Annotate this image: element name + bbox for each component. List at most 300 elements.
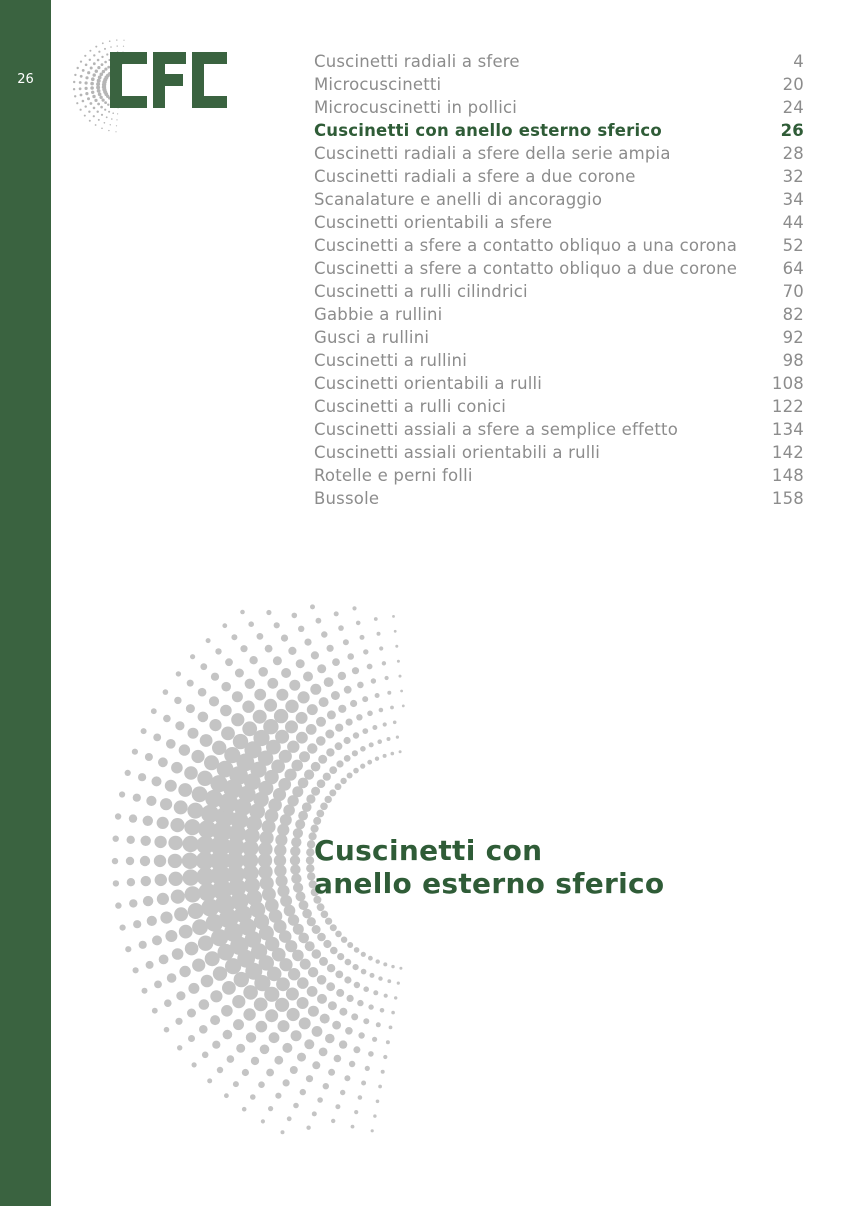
decor-dot [196,852,214,870]
toc-entry[interactable] [314,280,804,303]
decor-dot [376,1022,381,1027]
decor-dot [185,886,201,902]
toc-entry[interactable] [314,303,804,326]
decor-dot [310,604,315,609]
decor-dot [297,977,309,989]
decor-dot [368,956,373,961]
decor-dot [375,757,379,761]
toc-entry[interactable] [314,395,804,418]
decor-dot [320,1014,330,1024]
decor-dot [400,690,403,693]
decor-dot [372,725,377,730]
toc-entry[interactable] [314,441,804,464]
decor-dot [354,947,360,953]
decor-dot [183,869,199,885]
decor-dot [295,819,305,829]
toc-entry[interactable] [314,211,804,234]
decor-dot [299,1017,311,1029]
decor-dot [311,762,321,772]
logo-dot [108,130,109,131]
decor-dot [154,855,166,867]
decor-dot [336,760,343,767]
decor-dot [198,820,216,838]
decor-dot [190,654,195,659]
decor-dot [233,1081,239,1087]
logo-dot [91,77,95,81]
toc-entry-title: Cuscinetti assiali orientabili a rulli [314,443,601,462]
decor-dot [268,1106,273,1111]
decor-dot [278,1020,290,1032]
decor-dot [339,1040,347,1048]
decor-dot [175,721,184,730]
toc-entry-title: Cuscinetti radiali a sfere della serie ampia [314,144,671,163]
logo-dot [97,79,101,83]
decor-dot [291,760,303,772]
logo-dot [85,92,88,95]
decor-dot [218,944,235,961]
logo-dot [116,39,117,40]
logo-dot [102,70,105,73]
decor-dot [232,995,245,1008]
decor-dot [146,961,154,969]
decor-dot [386,1040,390,1044]
decor-dot [395,645,398,648]
decor-dot [240,610,245,615]
decor-dot [265,645,273,653]
decor-dot [352,667,359,674]
decor-dot [198,712,209,723]
decor-dot [275,834,287,846]
decor-dot [176,671,181,676]
decor-dot [327,964,335,972]
toc-entry[interactable] [314,142,804,165]
decor-dot [304,1039,314,1049]
decor-dot [363,986,369,992]
logo-dot [85,76,88,79]
decor-dot [182,836,198,852]
logo-dot [73,81,75,83]
toc-entry[interactable] [314,165,804,188]
decor-dot [308,967,318,977]
decor-dot [235,669,244,678]
decor-dot [129,814,137,822]
decor-dot [325,1034,335,1044]
decor-dot [399,750,402,753]
logo-dot [110,124,111,125]
decor-dot [339,1008,347,1016]
toc-entry[interactable] [314,119,804,142]
logo-dot [98,51,100,53]
logo-dot [106,53,108,55]
logo-dot [108,111,110,113]
decor-dot [360,746,366,752]
decor-dot [115,813,121,819]
decor-dot [210,990,222,1002]
decor-dot [275,1093,281,1099]
decor-dot [371,678,376,683]
decor-dot [373,990,378,995]
decor-dot [393,721,397,725]
decor-dot [319,957,328,966]
logo-dot [82,69,85,72]
decor-dot [353,732,359,738]
decor-dot [167,973,177,983]
decor-dot [317,664,326,673]
decor-dot [217,1067,223,1073]
logo-dot [111,118,113,120]
decor-dot [186,704,195,713]
logo-dot [93,54,95,56]
toc-entry[interactable] [314,464,804,487]
decor-dot [172,948,184,960]
logo-dot [89,50,91,52]
toc-entry[interactable] [314,418,804,441]
decor-dot [332,1021,341,1030]
decor-dot [331,1119,335,1123]
decor-dot [300,1089,306,1095]
decor-dot [316,618,322,624]
decor-dot [377,632,381,636]
decor-dot [277,885,289,897]
decor-dot [335,971,343,979]
decor-dot [347,942,353,948]
decor-dot [159,955,169,965]
decor-dot [264,699,277,712]
decor-dot [335,724,343,732]
decor-dot [113,836,119,842]
decor-dot [248,621,254,627]
logo-dot [79,87,82,90]
toc-entry[interactable] [314,96,804,119]
decor-dot [385,676,389,680]
decor-dot [211,673,219,681]
decor-dot [290,864,300,874]
decor-dot [358,1032,364,1038]
toc-entry[interactable] [314,326,804,349]
section-title [314,834,664,900]
decor-dot [329,766,337,774]
decor-dot [266,1069,274,1077]
toc-entry-page: 134 [771,420,804,439]
decor-dot [317,1097,323,1103]
logo-dot [90,102,93,105]
decor-dot [312,1061,320,1069]
decor-dot [350,700,357,707]
decor-dot [141,728,147,734]
logo-dot [104,61,107,64]
decor-dot [164,999,172,1007]
decor-dot [125,946,131,952]
decor-dot [188,1035,195,1042]
decor-dot [363,649,368,654]
decor-dot [303,672,313,682]
toc-entry-title: Scanalature e anelli di ancoraggio [314,190,603,209]
toc-entry-title: Cuscinetti a sfere a contatto obliquo a due corone [314,259,738,278]
decor-dot [151,708,157,714]
decor-dot [360,764,365,769]
decor-dot [273,656,282,665]
decor-dot [269,1032,280,1043]
decor-dot [311,825,319,833]
decor-dot [232,691,243,702]
decor-dot [147,916,157,926]
toc-entry-title: Bussole [314,489,380,508]
decor-dot [242,701,254,713]
decor-dot [141,836,151,846]
decor-dot [187,680,194,687]
decor-dot [249,656,257,664]
decor-dot [394,630,397,633]
toc-entry[interactable] [314,73,804,96]
decor-dot [307,917,316,926]
logo-dot [101,63,104,66]
decor-dot [112,858,118,864]
decor-dot [344,755,351,762]
decor-dot [174,907,188,921]
decor-dot [196,836,214,854]
logo-dot [104,48,106,50]
decor-dot [306,1126,310,1130]
decor-dot [198,883,216,901]
decor-dot [362,696,368,702]
decor-dot [320,803,328,811]
decor-dot [318,755,327,764]
logo-letters [110,52,227,108]
decor-dot [184,766,198,780]
decor-dot [327,710,336,719]
decor-dot [154,981,162,989]
decor-dot [179,925,193,939]
toc-entry-page: 148 [771,466,804,485]
toc-entry-title: Cuscinetti radiali a sfere a due corone [314,167,636,186]
decor-dot [330,947,338,955]
decor-dot [317,975,327,985]
decor-dot [367,760,372,765]
toc-entry-title: Rotelle e perni folli [314,466,473,485]
decor-dot [353,1046,360,1053]
decor-dot [344,686,352,694]
toc-entry-title: Cuscinetti a rulli cilindrici [314,282,528,301]
decor-dot [253,710,267,724]
decor-dot [145,753,153,761]
toc-entry[interactable] [314,349,804,372]
decor-dot [282,1043,292,1053]
toc-entry-title: Cuscinetti con anello esterno sferico [314,121,662,140]
decor-dot [146,796,156,806]
decor-dot [129,899,137,907]
decor-dot [178,783,192,797]
decor-dot [325,796,332,803]
decor-dot [204,755,219,770]
toc-entry[interactable] [314,487,804,510]
logo-dot [80,61,82,63]
logo-dot [85,64,88,67]
decor-dot [308,1006,319,1017]
logo-dot [101,114,103,116]
decor-dot [171,890,185,904]
decor-dot [258,1081,265,1088]
decor-dot [200,734,213,747]
decor-dot [352,750,358,756]
decor-dot [246,1032,256,1042]
logo-dot [82,100,85,103]
logo-dot [101,128,103,130]
decor-dot [316,717,326,727]
section-title-line1: Cuscinetti con [314,834,543,867]
logo-dot [102,42,104,44]
decor-dot [139,941,147,949]
decor-dot [367,664,373,670]
decor-dot [217,761,234,778]
decor-dot [311,787,320,796]
logo-dot [101,56,103,58]
decor-dot [171,762,183,774]
decor-dot [281,1130,285,1134]
decor-dot [306,794,315,803]
decor-dot [335,742,343,750]
decor-dot [311,651,319,659]
decor-dot [338,705,346,713]
logo-dot [85,105,87,107]
decor-dot [317,903,325,911]
decor-dot [261,1119,265,1123]
decor-dot [275,998,289,1012]
decor-dot [368,1051,374,1057]
logo-dot [93,62,96,65]
decor-dot [222,623,227,628]
decor-dot [192,959,205,972]
toc-entry[interactable] [314,188,804,211]
toc-entry-page: 52 [782,236,804,255]
decor-dot [391,752,395,756]
decor-dot [209,696,219,706]
decor-dot [299,751,310,762]
logo-dot [95,46,97,48]
logo-dot [89,120,91,122]
decor-dot [293,883,303,893]
decor-dot [260,1045,270,1055]
decor-dot [133,967,139,973]
logo-dot [123,40,124,41]
decor-dot [381,1070,385,1074]
decor-dot [220,705,232,717]
decor-dot [376,1100,380,1104]
decor-dot [316,736,326,746]
toc-entry[interactable] [314,50,804,73]
logo-dot [102,99,105,102]
decor-dot [210,775,227,792]
toc-entry[interactable] [314,372,804,395]
logo-dot [99,96,102,99]
toc-entry[interactable] [314,257,804,280]
decor-dot [352,606,356,610]
decor-dot [379,708,384,713]
decor-dot [188,728,199,739]
decor-dot [251,1057,259,1065]
decor-dot [323,773,331,781]
decor-dot [215,648,221,654]
decor-dot [187,1009,196,1018]
decor-dot [338,672,346,680]
toc-entry-page: 32 [782,167,804,186]
decor-dot [266,610,271,615]
decor-dot [321,631,327,637]
decor-dot [142,988,148,994]
decor-dot [399,675,402,678]
decor-dot [243,985,258,1000]
logo-dot [90,67,93,70]
decor-dot [265,1009,278,1022]
decor-dot [351,1013,358,1020]
decor-dot [127,836,135,844]
toc-entry-title: Gabbie a rullini [314,305,443,324]
logo-dot [92,95,95,98]
decor-dot [291,837,301,847]
logo-dot [109,40,111,42]
decor-dot [254,689,266,701]
decor-dot [317,933,326,942]
decor-dot [397,982,400,985]
decor-dot [233,734,248,749]
toc-entry-page: 98 [782,351,804,370]
decor-dot [225,658,233,666]
decor-dot [176,991,185,1000]
toc-entry-page: 142 [771,443,804,462]
decor-dot [356,714,362,720]
cfc-logo [58,34,233,138]
decor-dot [243,1008,255,1020]
decor-dot [360,635,365,640]
toc-entry-title: Cuscinetti a rullini [314,351,467,370]
decor-dot [374,617,378,621]
decor-dot [399,967,402,970]
decor-dot [233,1019,244,1030]
decor-dot [258,667,268,677]
decor-dot [369,742,374,747]
decor-dot [353,768,359,774]
decor-dot [274,709,288,723]
decor-dot [296,712,308,724]
logo-dot [74,74,76,76]
logo-dot [104,68,107,71]
logo-dot [104,122,106,124]
decor-dot [379,646,383,650]
decor-dot [201,975,214,988]
decor-dot [275,730,289,744]
decor-dot [290,1066,298,1074]
toc-entry[interactable] [314,234,804,257]
decor-dot [307,743,317,753]
decor-dot [402,705,405,708]
logo-dot [117,113,118,114]
decor-dot [274,1056,283,1065]
decor-dot [372,1037,377,1042]
decor-dot [391,965,394,968]
decor-dot [143,816,153,826]
decor-dot [152,1008,158,1014]
decor-dot [296,732,308,744]
decor-dot [377,739,382,744]
logo-dot [84,55,86,57]
decor-dot [347,773,353,779]
decor-dot [126,857,134,865]
decor-dot [354,1110,358,1114]
decor-dot [325,918,332,925]
decor-dot [231,634,237,640]
logo-dot [80,94,83,97]
decor-dot [378,976,382,980]
logo-dot [85,87,88,90]
